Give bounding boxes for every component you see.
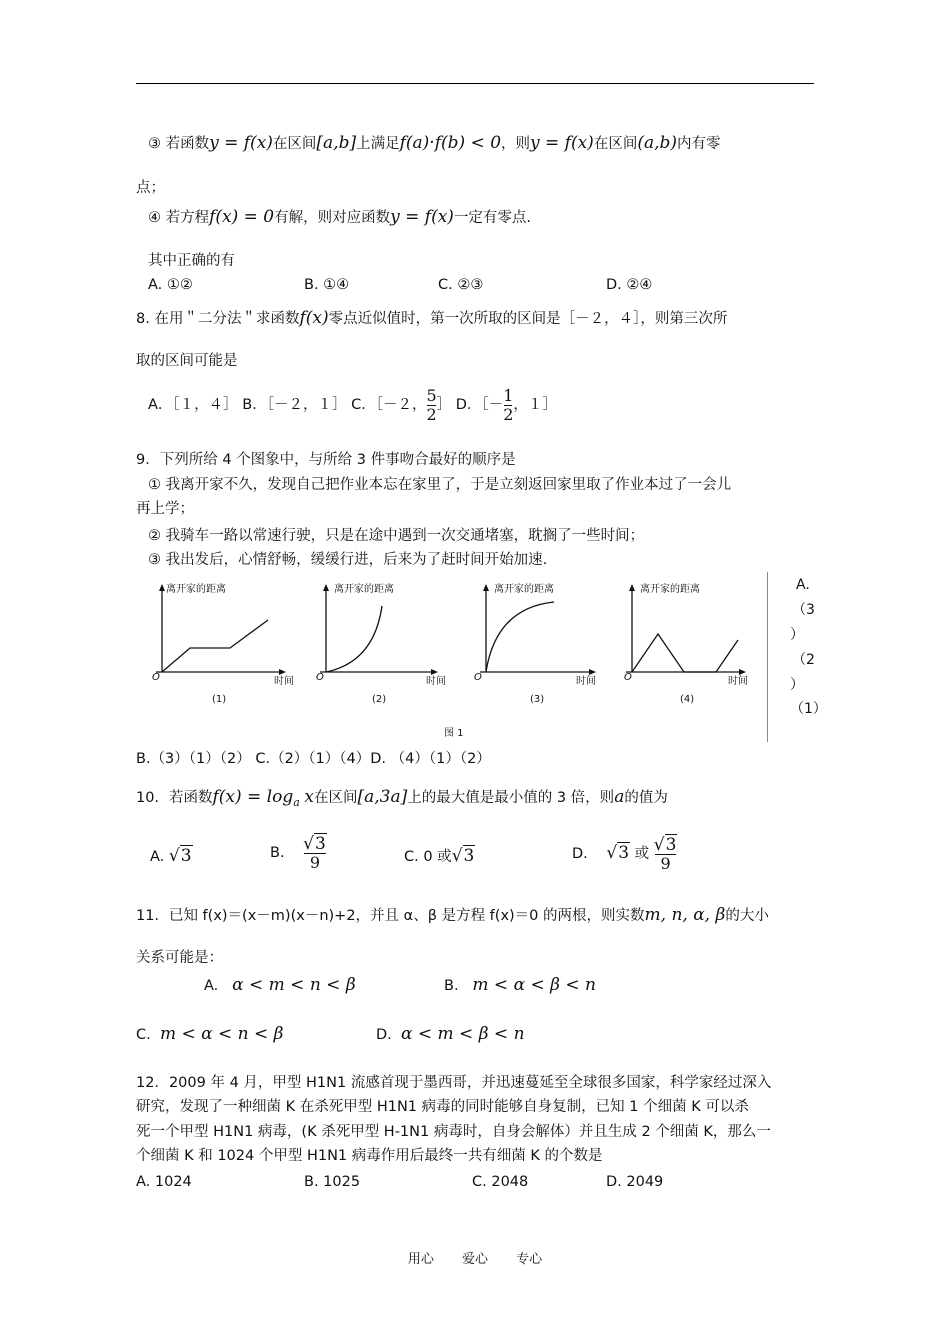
q9-stem: 9．下列所给 4 个图象中，与所给 3 件事吻合最好的顺序是 [136, 452, 516, 468]
q9-side-a-6: （1） [790, 701, 827, 717]
figure-divider [767, 572, 768, 742]
page-footer [0, 1248, 950, 1267]
graph1-curve [162, 620, 268, 672]
q10-stem: 10．若函数$f(x) = \log_a x$在区间[a,3a]上的最大值是最小值的 3 倍，则a的值为 [136, 787, 668, 809]
footer-item-3: 专心 [516, 1252, 543, 1267]
graph3-ylabel: 离开家的距离 [494, 584, 554, 595]
graph4-xlabel: 时间 [728, 676, 748, 687]
q8-option-a: A．［１，４］ [148, 397, 238, 413]
graph2-number: (2) [372, 694, 387, 705]
q7-option-c: C. ②③ [438, 277, 484, 293]
q10-option-b: B. $\frac{√3}{9}$ [270, 833, 326, 872]
graph4-curve [632, 634, 738, 672]
q9-event-3: ③ 我出发后，心情舒畅，缓缓行进，后来为了赶时间开始加速. [148, 552, 548, 568]
q10-option-c: C. 0 或√3 [404, 846, 475, 866]
q9-side-a-4: （2 [792, 652, 815, 668]
graph4-ylabel: 离开家的距离 [640, 584, 700, 595]
q11-stem-cont: 关系可能是： [136, 950, 223, 966]
graph4-origin: O [624, 672, 632, 683]
q12-option-b: B. 1025 [304, 1174, 361, 1190]
header-rule [136, 83, 814, 84]
q12-option-a: A. 1024 [136, 1174, 192, 1190]
q9-event-1: ① 我离开家不久，发现自己把作业本忘在家里了，于是立刻返回家里取了作业本过了一会儿 [148, 477, 732, 493]
q9-side-a-2: （3 [792, 602, 815, 618]
q11-option-a: A. α < m < n < β [204, 975, 356, 995]
q12-line-2: 研究，发现了一种细菌 K 在杀死甲型 H1N1 病毒的同时能够自身复制，已知 1 个细菌 K 可以杀 [136, 1099, 749, 1115]
q9-options: B.（3）（1）（2） C.（2）（1）（4）D. （4）（1）（2） [136, 751, 491, 767]
q11-stem: 11．已知 f(x)＝(x－m)(x－n)+2，并且 α、β 是方程 f(x)＝0 的两根，则实数m, n, α, β的大小 [136, 905, 769, 925]
q9-figure [144, 572, 764, 742]
q11-option-d: D. α < m < β < n [376, 1024, 525, 1044]
q8-option-c: C．［－２， $\frac{5}{2}$ ］ [351, 385, 452, 424]
graph1-ylabel: 离开家的距离 [166, 584, 226, 595]
q10-option-a: A. √3 [150, 846, 192, 866]
graph1-origin: O [152, 672, 160, 683]
graph3-number: (3) [530, 694, 545, 705]
graph1-xlabel: 时间 [274, 676, 294, 687]
q9-side-a-3: ） [790, 627, 804, 643]
q10-option-d: D. √3 或 $\frac{√3}{9}$ [572, 834, 677, 873]
q7-option-a: A. ①② [148, 277, 193, 293]
q8-options [148, 378, 557, 432]
graph1-number: (1) [212, 694, 227, 705]
q9-event-2: ② 我骑车一路以常速行驶，只是在途中遇到一次交通堵塞，耽搁了一些时间； [148, 528, 645, 544]
graph2-origin: O [316, 672, 324, 683]
q9-side-a-1: A. [796, 577, 810, 593]
q12-option-d: D. 2049 [606, 1174, 664, 1190]
graph3-xlabel: 时间 [576, 676, 596, 687]
graph3-curve [486, 602, 554, 672]
q12-option-c: C. 2048 [472, 1174, 529, 1190]
graph2-ylabel: 离开家的距离 [334, 584, 394, 595]
q8-option-d: D．［－ $\frac{1}{2}$ ，１］ [455, 385, 557, 424]
q9-side-a-5: ） [790, 677, 804, 693]
q7-statement-3-cont: 点； [136, 180, 165, 196]
q7-option-d: D. ②④ [606, 277, 653, 293]
q11-option-b: B. m < α < β < n [444, 975, 596, 995]
graph2-curve [326, 606, 382, 672]
footer-item-2: 爱心 [461, 1252, 488, 1267]
q7-statement-3: ③ 若函数y = f(x)在区间[a,b]上满足f(a)·f(b) < 0，则y = f(x)在区间(a,b)内有零 [148, 133, 721, 153]
graph4-number: (4) [680, 694, 695, 705]
q12-line-3: 死一个甲型 H1N1 病毒，(K 杀死甲型 H-1N1 病毒时，自身会解体）并且生成 2 个细菌 K，那么一 [136, 1124, 771, 1140]
q8-stem-cont: 取的区间可能是 [136, 353, 238, 369]
q7-stem-end: 其中正确的有 [148, 253, 235, 269]
q9-event-1-cont: 再上学； [136, 501, 194, 517]
q8-option-b: B．［－２，１］ [242, 397, 347, 413]
q8-stem: 8. 在用＂二分法＂求函数f(x)零点近似值时，第一次所取的区间是［－２，４］，则第三次所 [136, 308, 728, 328]
q11-option-c: C. m < α < n < β [136, 1024, 284, 1044]
figure-caption: 图 1 [444, 728, 464, 739]
graph3-origin: O [474, 672, 482, 683]
q12-line-4: 个细菌 K 和 1024 个甲型 H1N1 病毒作用后最终一共有细菌 K 的个数是 [136, 1148, 603, 1164]
q12-line-1: 12．2009 年 4 月，甲型 H1N1 流感首现于墨西哥，并迅速蔓延至全球很多国家，科学家经过深入 [136, 1075, 772, 1091]
footer-item-1: 用心 [407, 1252, 434, 1267]
q7-option-b: B. ①④ [304, 277, 350, 293]
graph2-xlabel: 时间 [426, 676, 446, 687]
q7-statement-4: ④ 若方程f(x) = 0有解，则对应函数y = f(x)一定有零点. [148, 207, 532, 227]
